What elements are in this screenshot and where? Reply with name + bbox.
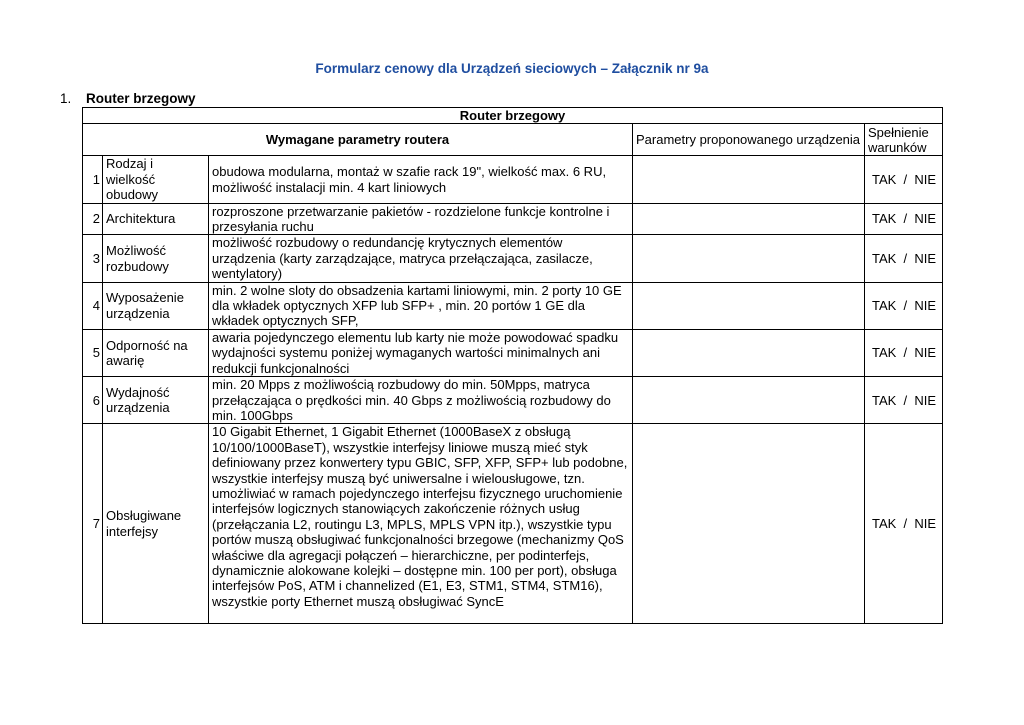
document-title: Formularz cenowy dla Urządzeń sieciowych – Załącznik nr 9a [315,61,709,76]
row-compliance[interactable]: TAK / NIE [865,156,943,203]
table-header-row [83,124,943,156]
table-row [83,203,943,235]
row-proposed-value[interactable] [633,156,865,203]
row-number: 3 [83,235,103,282]
requirements-table [82,107,943,624]
row-parameter-name: Odporność na awarię [103,329,209,376]
row-proposed-value[interactable] [633,282,865,329]
table-caption-row [83,108,943,124]
row-proposed-value[interactable] [633,235,865,282]
row-parameter-name: Architektura [103,203,209,235]
row-requirement: rozproszone przetwarzanie pakietów - rozdzielone funkcje kontrolne i przesyłania ruchu [209,203,633,235]
row-number: 1 [83,156,103,203]
row-compliance[interactable]: TAK / NIE [865,282,943,329]
section-title: Router brzegowy [86,91,196,106]
row-compliance[interactable]: TAK / NIE [865,377,943,424]
section-number: 1. [60,91,72,106]
row-number: 4 [83,282,103,329]
header-proposed-parameters: Parametry proponowanego urządzenia [633,124,865,156]
row-parameter-name: Rodzaj i wielkość obudowy [103,156,209,203]
row-number: 5 [83,329,103,376]
row-compliance[interactable]: TAK / NIE [865,203,943,235]
row-proposed-value[interactable] [633,377,865,424]
row-requirement: możliwość rozbudowy o redundancję krytycznych elementów urządzenia (karty zarządzające, matryca przełączająca, zasilacze, wentylatory) [209,235,633,282]
header-required-parameters: Wymagane parametry routera [83,124,633,156]
row-parameter-name: Możliwość rozbudowy [103,235,209,282]
row-requirement: obudowa modularna, montaż w szafie rack 19", wielkość max. 6 RU, możliwość instalacji min. 4 kart liniowych [209,156,633,203]
row-compliance[interactable]: TAK / NIE [865,424,943,624]
row-proposed-value[interactable] [633,424,865,624]
row-number: 7 [83,424,103,624]
header-compliance: Spełnienie warunków [865,124,943,156]
row-requirement: 10 Gigabit Ethernet, 1 Gigabit Ethernet (1000BaseX z obsługą 10/100/1000BaseT), wszystkie interfejsy liniowe muszą mieć styk definiowany przez konwertery typu GBIC, SFP, XFP, SFP+ lub podobne, wszystkie interfejsy muszą być uniwersalne i wielousługowe, tzn. umożliwiać w ramach pojedynczego interfejsu fizycznego uruchomienie interfejsów logicznych stanowiących zakończenie różnych usług (przełączania L2, routingu L3, MPLS, MPLS VPN itp.), wszystkie typu portów muszą obsługiwać funkcjonalności brzegowe (mechanizmy QoS właściwe dla agregacji połączeń – hierarchiczne, per podinterfejs, dynamicznie alokowane kolejki – dostępne min. 100 per port), obsługa interfejsów PoS, ATM i channelized (E1, E3, STM1, STM4, STM16), wszystkie porty Ethernet muszą obsługiwać SyncE [209,424,633,624]
row-compliance[interactable]: TAK / NIE [865,329,943,376]
table-row [83,156,943,203]
table-row [83,424,943,624]
table-row [83,377,943,424]
table-row [83,235,943,282]
row-parameter-name: Wyposażenie urządzenia [103,282,209,329]
row-number: 2 [83,203,103,235]
table-row [83,282,943,329]
row-compliance[interactable]: TAK / NIE [865,235,943,282]
table-row [83,329,943,376]
row-proposed-value[interactable] [633,329,865,376]
row-parameter-name: Wydajność urządzenia [103,377,209,424]
table-caption: Router brzegowy [83,108,943,124]
row-requirement: min. 20 Mpps z możliwością rozbudowy do min. 50Mpps, matryca przełączająca o prędkości min. 40 Gbps z możliwością rozbudowy do min. 100Gbps [209,377,633,424]
row-requirement: min. 2 wolne sloty do obsadzenia kartami liniowymi, min. 2 porty 10 GE dla wkładek optycznych XFP lub SFP+ , min. 20 portów 1 GE dla wkładek optycznych SFP, [209,282,633,329]
row-number: 6 [83,377,103,424]
row-parameter-name: Obsługiwane interfejsy [103,424,209,624]
row-requirement: awaria pojedynczego elementu lub karty nie może powodować spadku wydajności systemu poniżej wymaganych wartości minimalnych ani redukcji funkcjonalności [209,329,633,376]
row-proposed-value[interactable] [633,203,865,235]
section-heading [60,91,196,107]
